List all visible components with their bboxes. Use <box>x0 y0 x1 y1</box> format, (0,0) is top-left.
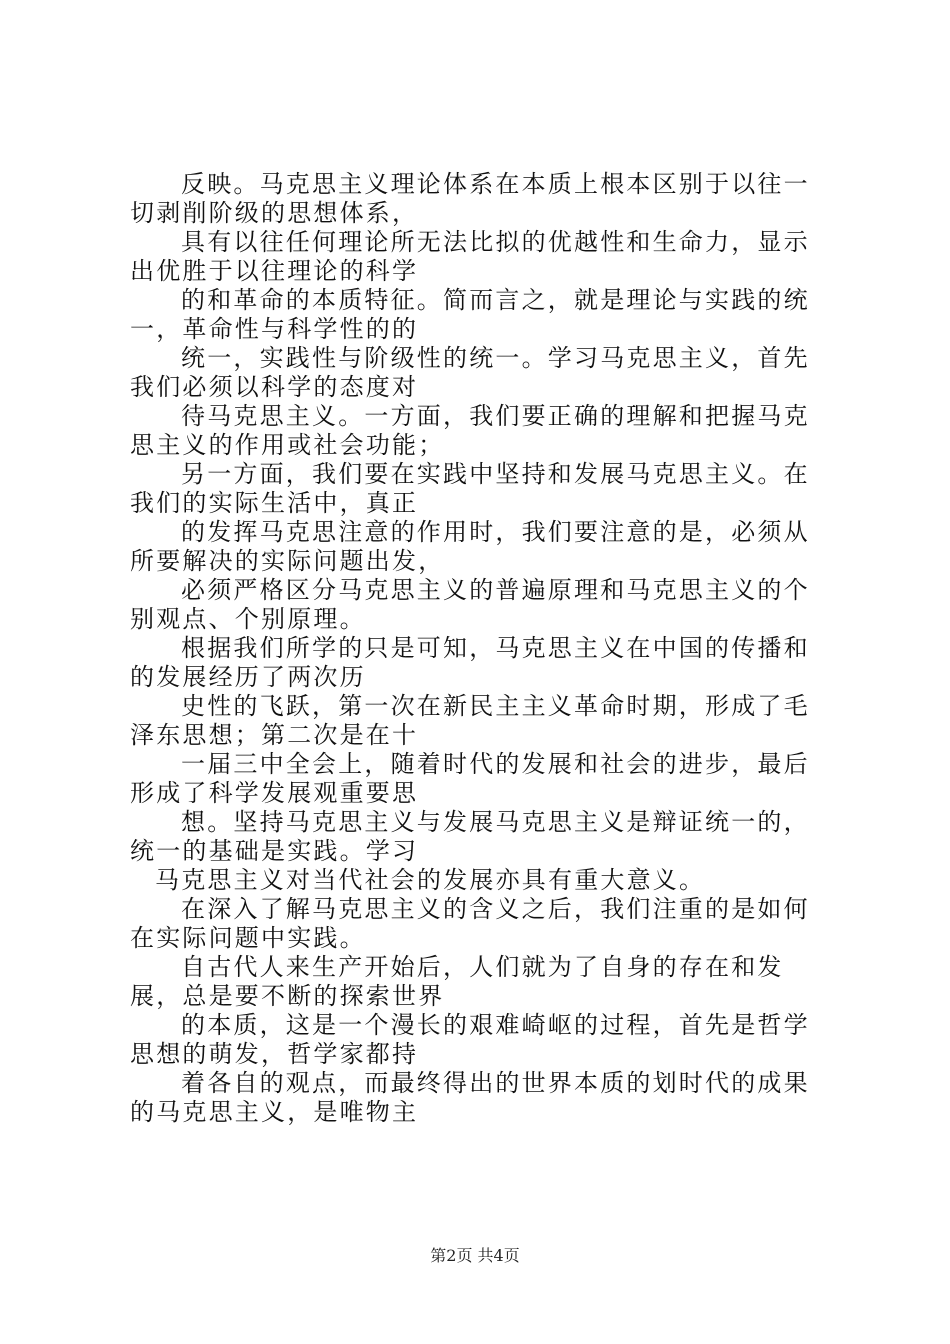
paragraph: 统一，实践性与阶级性的统一。学习马克思主义，首先我们必须以科学的态度对 <box>130 344 810 401</box>
page-number-footer: 第2页 共4页 <box>430 1246 520 1265</box>
paragraph: 必须严格区分马克思主义的普遍原理和马克思主义的个别观点、个别原理。 <box>130 576 810 633</box>
paragraph: 的和革命的本质特征。简而言之，就是理论与实践的统一，革命性与科学性的的 <box>130 286 810 343</box>
paragraph: 反映。马克思主义理论体系在本质上根本区别于以往一切剥削阶级的思想体系， <box>130 170 810 227</box>
paragraph: 待马克思主义。一方面，我们要正确的理解和把握马克思主义的作用或社会功能； <box>130 402 810 459</box>
paragraph: 一届三中全会上，随着时代的发展和社会的进步，最后形成了科学发展观重要思 <box>130 750 810 807</box>
paragraph: 根据我们所学的只是可知，马克思主义在中国的传播和的发展经历了两次历 <box>130 634 810 691</box>
paragraph: 的发挥马克思注意的作用时，我们要注意的是，必须从所要解决的实际问题出发， <box>130 518 810 575</box>
paragraph: 在深入了解马克思主义的含义之后，我们注重的是如何在实际问题中实践。 <box>130 895 810 952</box>
paragraph: 着各自的观点，而最终得出的世界本质的划时代的成果的马克思主义，是唯物主 <box>130 1069 810 1126</box>
paragraph: 的本质，这是一个漫长的艰难崎岖的过程，首先是哲学思想的萌发，哲学家都持 <box>130 1011 810 1068</box>
document-body <box>130 170 830 1127</box>
paragraph: 另一方面，我们要在实践中坚持和发展马克思主义。在我们的实际生活中，真正 <box>130 460 810 517</box>
paragraph: 马克思主义对当代社会的发展亦具有重大意义。 <box>155 866 706 894</box>
paragraph: 史性的飞跃，第一次在新民主主义革命时期，形成了毛泽东思想；第二次是在十 <box>130 692 810 749</box>
paragraph: 自古代人来生产开始后，人们就为了自身的存在和发展，总是要不断的探索世界 <box>130 953 784 1010</box>
paragraph: 具有以往任何理论所无法比拟的优越性和生命力，显示出优胜于以往理论的科学 <box>130 228 810 285</box>
paragraph: 想。坚持马克思主义与发展马克思主义是辩证统一的，统一的基础是实践。学习 <box>130 808 810 865</box>
